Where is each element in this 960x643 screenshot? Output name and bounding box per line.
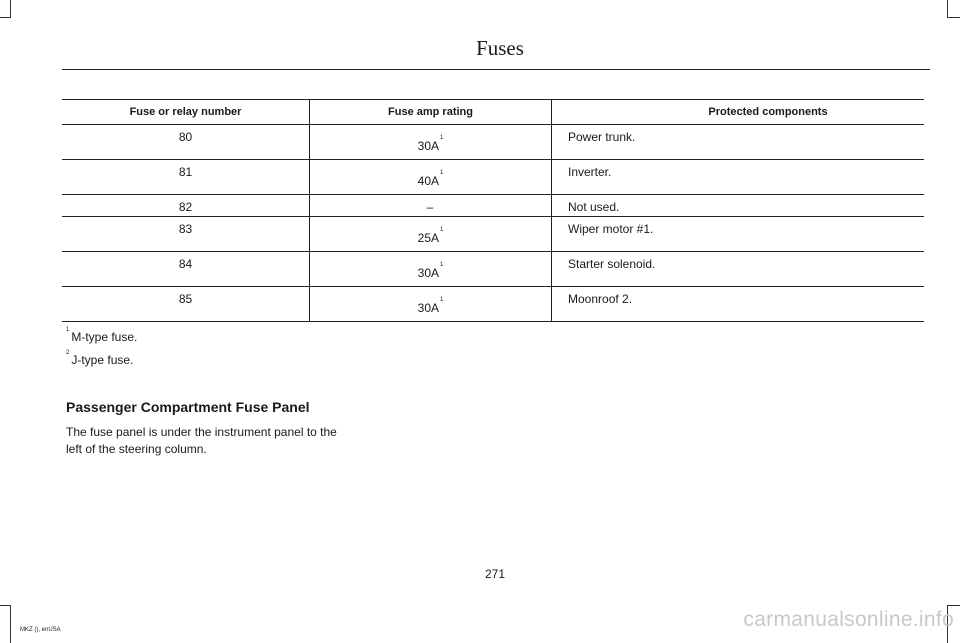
footnote-ref: 1 [440, 227, 444, 233]
footnote [66, 350, 134, 367]
fuse-table [62, 99, 924, 322]
fuse-number: 85 [178, 292, 193, 306]
footnote-ref: 1 [440, 297, 444, 303]
document-code: MKZ (), enUSA [20, 627, 61, 633]
table-row [62, 252, 924, 287]
footnote-text: M-type fuse. [71, 330, 138, 344]
table-row [62, 287, 924, 322]
crop-mark [947, 605, 960, 606]
amp-rating: 40A$^1$ [417, 170, 444, 188]
footnote [66, 327, 138, 344]
protected-component: Inverter. [568, 165, 612, 179]
fuse-number: 82 [178, 200, 193, 214]
fuse-number: 83 [178, 222, 193, 236]
watermark: carmanualsonline.info [743, 608, 954, 631]
fuse-number: 80 [178, 130, 193, 144]
table-row [62, 195, 924, 217]
protected-component: Power trunk. [568, 130, 636, 144]
footnote-ref: 1 [440, 135, 444, 141]
table-row [62, 217, 924, 252]
crop-mark [10, 605, 11, 643]
crop-mark [947, 17, 960, 18]
protected-component: Starter solenoid. [568, 257, 656, 271]
amp-rating: 25A$^1$ [417, 227, 444, 245]
section-heading: Passenger Compartment Fuse Panel [66, 399, 310, 415]
amp-rating: 30A$^1$ [417, 297, 444, 315]
footnote-ref: 1 [440, 170, 444, 176]
header-divider [62, 69, 930, 70]
fuse-number: 81 [178, 165, 193, 179]
table-row [62, 160, 924, 195]
table-row [62, 125, 924, 160]
footnote-mark: 2 [66, 350, 70, 356]
column-header-fuse-number: Fuse or relay number [62, 100, 310, 125]
crop-mark [10, 0, 11, 18]
column-header-protected-components: Protected components [552, 100, 925, 125]
protected-component: Wiper motor #1. [568, 222, 654, 236]
footnote-ref: 1 [440, 262, 444, 268]
footnote-mark: 1 [66, 327, 70, 333]
amp-rating: 30A$^1$ [417, 262, 444, 280]
page-number: 271 [484, 567, 506, 581]
crop-mark [947, 0, 948, 18]
fuse-number: 84 [178, 257, 193, 271]
crop-mark [0, 605, 11, 606]
protected-component: Not used. [568, 200, 620, 214]
table-header-row [62, 100, 924, 125]
column-header-amp-rating: Fuse amp rating [310, 100, 552, 125]
footnote-text: J-type fuse. [71, 353, 134, 367]
protected-component: Moonroof 2. [568, 292, 633, 306]
page-title: Fuses [476, 36, 524, 60]
amp-rating: 30A$^1$ [417, 135, 444, 153]
section-body: The fuse panel is under the instrument panel to the left of the steering column. [66, 425, 337, 456]
crop-mark [0, 17, 11, 18]
amp-rating: – [426, 200, 434, 214]
